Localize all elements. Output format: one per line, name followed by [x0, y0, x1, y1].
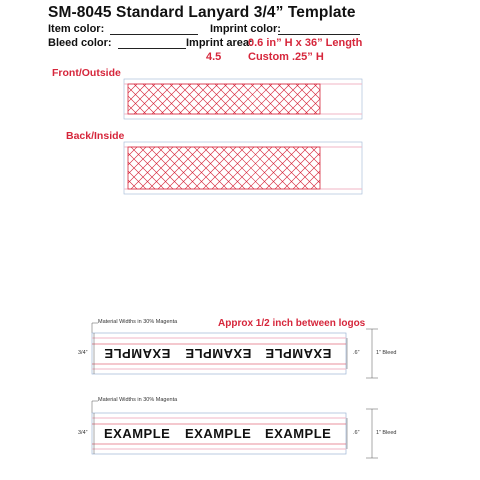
example-logo-2b: EXAMPLE	[185, 426, 252, 441]
dim-imprint-1: .6”	[353, 350, 360, 356]
example-logo-2c: EXAMPLE	[265, 426, 332, 441]
lattice-line	[284, 153, 320, 189]
value-custom: Custom .25” H	[248, 51, 324, 63]
lattice-line	[305, 99, 320, 114]
dim-height-1: 3/4”	[78, 350, 88, 356]
lattice-line	[314, 108, 320, 114]
lattice-line	[293, 162, 320, 189]
example-logo-1c: EXAMPLE	[265, 346, 332, 361]
front-outside-label: Front/Outside	[52, 67, 121, 79]
material-note-2: Material Widths in 30% Magenta	[98, 397, 178, 403]
dim-bleed-1: 1” Bleed	[376, 350, 397, 356]
example-logo-1a: EXAMPLE	[104, 346, 171, 361]
imprint-area-label: Imprint area:	[186, 37, 253, 49]
imprint-area-value: 0.6 in” H x 36” Length	[248, 37, 363, 49]
lattice-line	[284, 147, 320, 183]
lattice-line	[293, 147, 320, 174]
example-logo-1b: EXAMPLE	[185, 346, 252, 361]
back-lattice	[128, 147, 320, 189]
back-inside-label: Back/Inside	[66, 130, 125, 142]
lattice-line	[128, 147, 164, 183]
lattice-line	[296, 90, 320, 114]
page-title: SM-8045 Standard Lanyard 3/4” Template	[48, 4, 356, 21]
value-left: 4.5	[206, 51, 222, 63]
dim-height-2: 3/4”	[78, 430, 88, 436]
imprint-color-label: Imprint color:	[210, 23, 281, 35]
back-strip	[124, 142, 362, 194]
dim-bleed-2: 1” Bleed	[376, 430, 397, 436]
dim-imprint-2: .6”	[353, 430, 360, 436]
lattice-line	[305, 84, 320, 99]
bleed-color-label: Bleed color:	[48, 37, 112, 49]
front-lattice	[128, 84, 320, 114]
example-logo-2a: EXAMPLE	[104, 426, 171, 441]
item-color-label: Item color:	[48, 23, 105, 35]
lattice-line	[128, 84, 155, 111]
lattice-line	[128, 147, 155, 174]
lattice-line	[128, 87, 155, 114]
lattice-line	[314, 84, 320, 90]
front-strip	[124, 79, 362, 119]
lattice-line	[128, 153, 164, 189]
approx-note: Approx 1/2 inch between logos	[218, 318, 366, 329]
material-note-1: Material Widths in 30% Magenta	[98, 319, 178, 325]
lattice-line	[296, 84, 320, 108]
lattice-line	[128, 162, 155, 189]
